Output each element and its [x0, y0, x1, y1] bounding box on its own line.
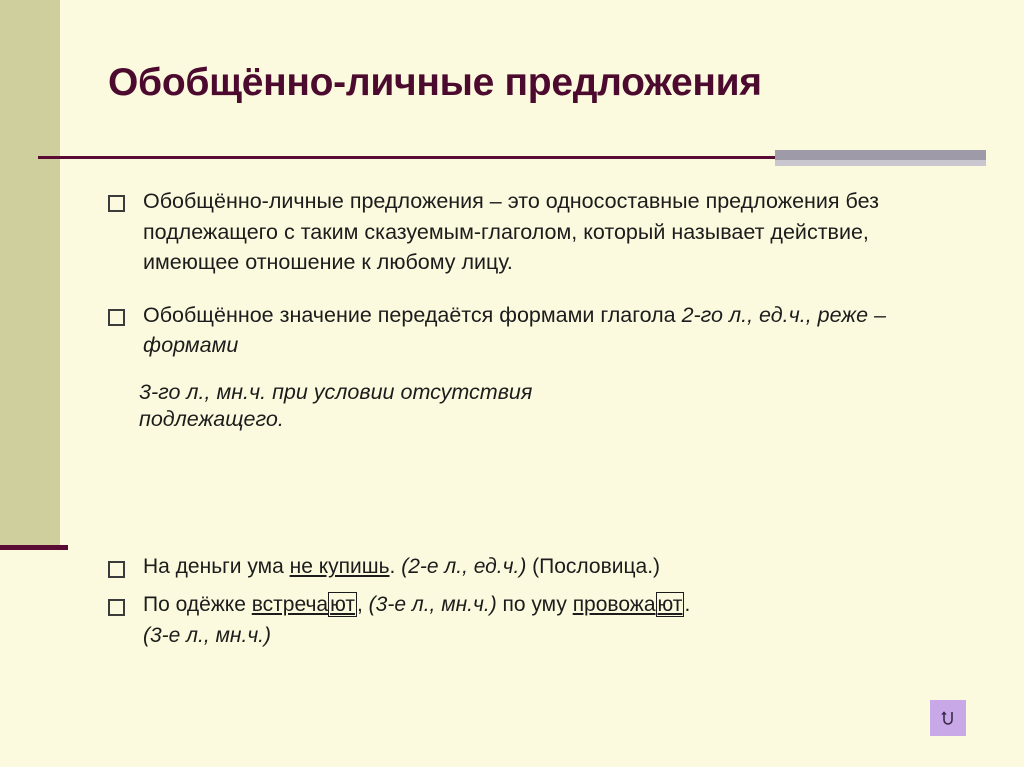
square-bullet-icon — [108, 309, 125, 326]
square-bullet-icon — [108, 599, 125, 616]
page-title: Обобщённо-личные предложения — [108, 61, 762, 104]
example-item-2 — [108, 590, 998, 651]
left-band-lower-gap — [0, 550, 60, 767]
example-1-grammar-note: (2-е л., ед.ч.) — [395, 555, 527, 578]
example-2-boxed-ending-2: ют — [657, 593, 683, 617]
left-band-accent-rule — [0, 545, 68, 550]
left-band-inner-gap — [60, 0, 68, 767]
example-1-underlined: не купишь — [289, 555, 390, 578]
example-2-part2: , — [357, 593, 369, 617]
square-bullet-icon — [108, 195, 125, 212]
bullet-item-meaning — [108, 300, 998, 361]
example-1-part3: (Пословица.) — [526, 555, 661, 578]
example-2-underlined-1: встреча — [251, 593, 329, 617]
return-arrow-icon — [938, 708, 958, 728]
bullet-item-definition — [108, 186, 998, 278]
bullet-text-meaning — [143, 300, 943, 361]
bullet-meaning-continuation-1: 3-го л., мн.ч. при условии отсутствия — [139, 379, 533, 404]
example-1-part2: . — [389, 555, 396, 578]
example-2-grammar-note-2: (3-е л., мн.ч.) — [143, 623, 272, 647]
example-2-part1: По одёжке — [143, 593, 252, 617]
header-accent-block-light — [775, 160, 986, 166]
bullet-meaning-plain: Обобщённое значение передаётся формами глагола — [143, 302, 682, 327]
example-1-part1: На деньги ума — [143, 555, 290, 578]
bullet-meaning-continuation-2: подлежащего. — [139, 406, 284, 431]
bullet-text-definition: Обобщённо-личные предложения – это односоставные предложения без подлежащего с таким сказуемым-глаголом, который называет действие, имеющее отношение к любому лицу. — [143, 189, 879, 275]
example-text-1 — [143, 552, 660, 582]
example-item-1 — [108, 552, 998, 582]
square-bullet-icon — [108, 561, 125, 578]
example-text-2 — [143, 590, 690, 651]
example-2-grammar-note-1: (3-е л., мн.ч.) — [368, 593, 497, 617]
example-2-underlined-2: провожа — [572, 593, 656, 617]
examples-section — [108, 552, 998, 659]
return-nav-button[interactable] — [930, 700, 966, 736]
example-2-part4: . — [684, 593, 691, 617]
bullet-meaning-italic: 2-го л., ед.ч., реже – формами — [143, 302, 886, 358]
example-2-boxed-ending-1: ют — [330, 593, 355, 617]
content-body — [108, 186, 998, 435]
example-2-part3: по уму — [496, 593, 573, 617]
